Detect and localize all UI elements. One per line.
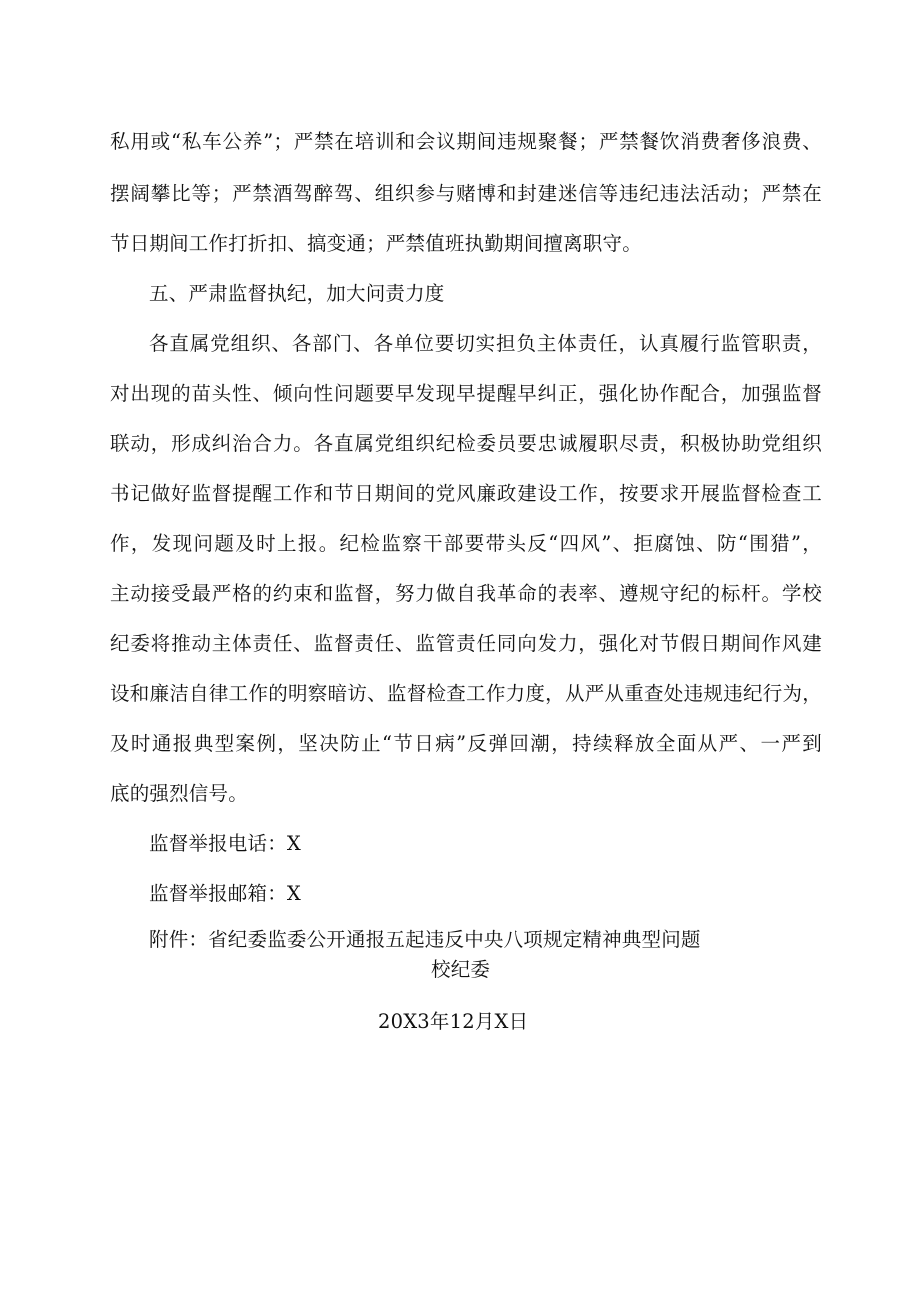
signature-date: 20X3年12月X日 bbox=[378, 1010, 529, 1033]
signature-org: 校纪委 bbox=[431, 958, 491, 981]
paragraph-line: 私用或“私车公养”；严禁在培训和会议期间违规聚餐；严禁餐饮消费奢侈浪费、 bbox=[110, 130, 822, 153]
paragraph-line: 联动，形成纠治合力。各直属党组织纪检委员要忠诚履职尽责，积极协助党组织 bbox=[110, 432, 822, 455]
paragraph-line: 书记做好监督提醒工作和节日期间的党风廉政建设工作，按要求开展监督检查工 bbox=[110, 482, 822, 505]
paragraph-line: 各直属党组织、各部门、各单位要切实担负主体责任，认真履行监管职责， bbox=[149, 332, 822, 355]
paragraph-line: 主动接受最严格的约束和监督，努力做自我革命的表率、遵规守纪的标杆。学校 bbox=[110, 582, 822, 605]
paragraph-line: 作，发现问题及时上报。纪检监察干部要带头反“四风”、拒腐蚀、防“围猎”， bbox=[110, 532, 822, 555]
paragraph-line: 对出现的苗头性、倾向性问题要早发现早提醒早纠正，强化协作配合，加强监督 bbox=[110, 382, 822, 405]
section-heading: 五、严肃监督执纪，加大问责力度 bbox=[149, 282, 445, 305]
paragraph-line: 纪委将推动主体责任、监督责任、监管责任同向发力，强化对节假日期间作风建 bbox=[110, 632, 822, 655]
paragraph-line: 及时通报典型案例，坚决防止“节日病”反弹回潮，持续释放全面从严、一严到 bbox=[110, 732, 822, 755]
paragraph-line: 设和廉洁自律工作的明察暗访、监督检查工作力度，从严从重查处违规违纪行为， bbox=[110, 682, 822, 705]
report-phone: 监督举报电话：X bbox=[149, 832, 301, 855]
paragraph-line: 节日期间工作打折扣、搞变通；严禁值班执勤期间擅离职守。 bbox=[110, 232, 642, 255]
attachment-note: 附件：省纪委监委公开通报五起违反中央八项规定精神典型问题 bbox=[149, 928, 701, 951]
paragraph-line: 底的强烈信号。 bbox=[110, 782, 248, 805]
paragraph-line: 摆阔攀比等；严禁酒驾醉驾、组织参与赌博和封建迷信等违纪违法活动；严禁在 bbox=[110, 182, 822, 205]
report-email: 监督举报邮箱：X bbox=[149, 882, 301, 905]
